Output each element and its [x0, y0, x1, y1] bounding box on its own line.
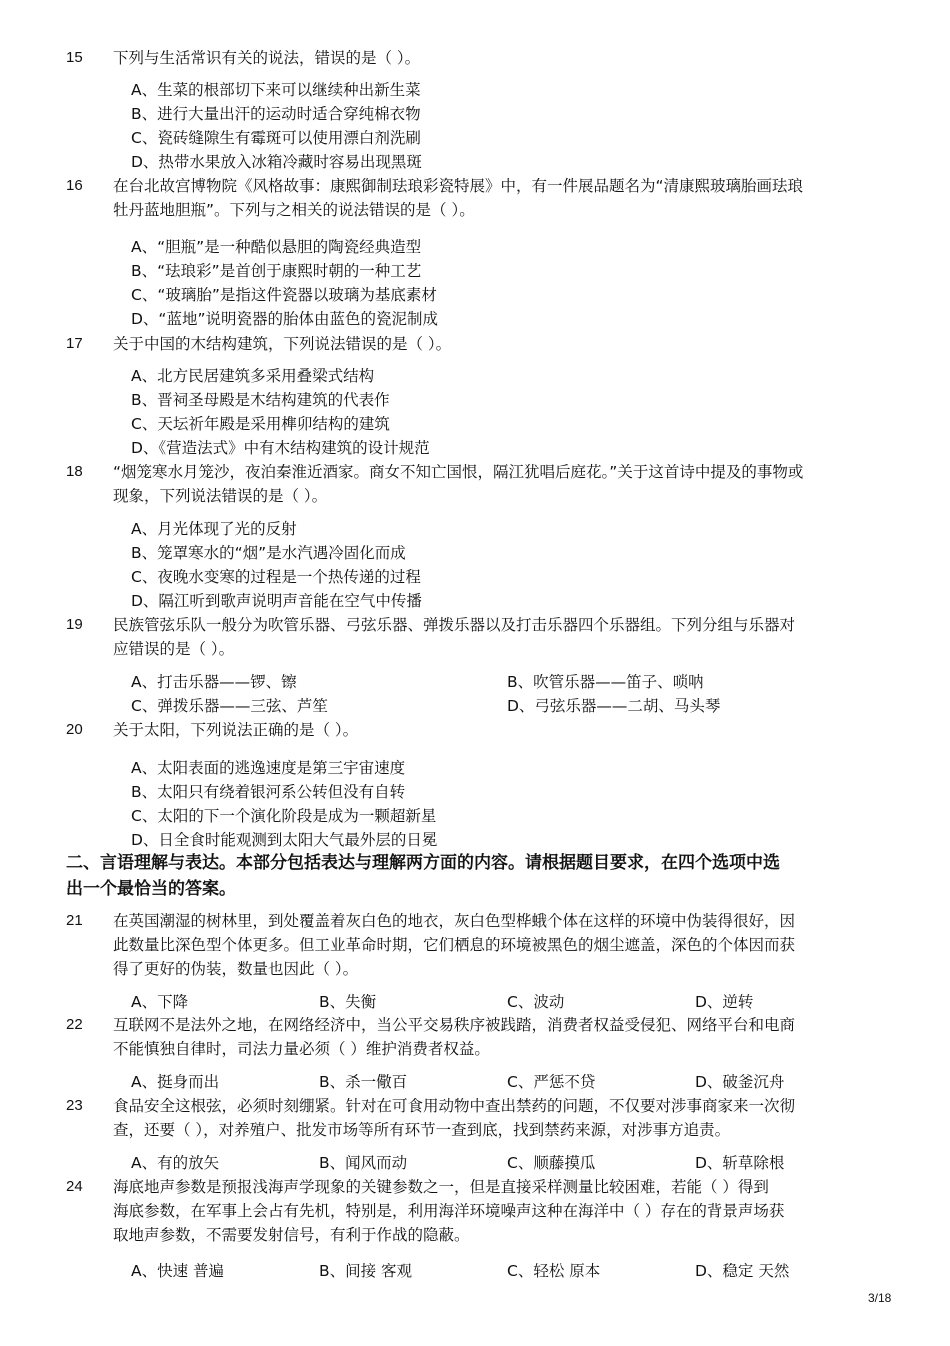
- option-a: A、太阳表面的逃逸速度是第三宇宙速度: [131, 759, 406, 777]
- option-a: A、月光体现了光的反射: [131, 520, 297, 538]
- options-list: [131, 517, 891, 613]
- option-b: B、进行大量出汗的运动时适合穿纯棉衣物: [131, 105, 421, 123]
- options-list: [131, 78, 891, 174]
- option-a: A、打击乐器——锣、镲: [131, 673, 297, 691]
- question-number: 19: [66, 616, 83, 633]
- page-number: 3/18: [868, 1291, 892, 1305]
- option-d: D、“蓝地”说明瓷器的胎体由蓝色的瓷泥制成: [131, 310, 438, 328]
- options-list: [131, 990, 891, 1014]
- option-d: D、隔江听到歌声说明声音能在空气中传播: [131, 592, 422, 610]
- option-a: A、挺身而出: [131, 1073, 220, 1091]
- options-list: [131, 235, 891, 331]
- options-list: [131, 1259, 891, 1283]
- question-stem: 关于太阳，下列说法正确的是（ ）。: [113, 721, 359, 739]
- option-a: A、下降: [131, 993, 189, 1011]
- option-c: C、天坛祈年殿是采用榫卯结构的建筑: [131, 415, 390, 433]
- section-heading: 二、言语理解与表达。本部分包括表达与理解两方面的内容。请根据题目要求，在四个选项中选 出一个最恰当的答案。: [66, 853, 780, 899]
- question-number: 17: [66, 335, 83, 352]
- option-b: B、失衡: [319, 993, 377, 1011]
- options-list: [131, 756, 891, 852]
- option-b: B、晋祠圣母殿是木结构建筑的代表作: [131, 391, 390, 409]
- question-stem: 在台北故宫博物院《风格故事：康熙御制珐琅彩瓷特展》中，有一件展品题名为“清康熙玻璃胎画珐琅 牡丹蓝地胆瓶”。下列与之相关的说法错误的是（ ）。: [113, 177, 804, 219]
- question-stem: “烟笼寒水月笼沙，夜泊秦淮近酒家。商女不知亡国恨，隔江犹唱后庭花。”关于这首诗中提及的事物或 现象，下列说法错误的是（ ）。: [113, 463, 804, 505]
- option-a: A、“胆瓶”是一种酷似悬胆的陶瓷经典造型: [131, 238, 422, 256]
- option-c: C、轻松 原本: [507, 1262, 601, 1280]
- option-a: A、快速 普遍: [131, 1262, 225, 1280]
- option-d: D、逆转: [695, 993, 754, 1011]
- question-stem: 下列与生活常识有关的说法，错误的是（ ）。: [113, 49, 421, 67]
- option-c: C、波动: [507, 993, 565, 1011]
- question-number: 23: [66, 1097, 83, 1114]
- option-d: D、《营造法式》中有木结构建筑的设计规范: [131, 439, 430, 457]
- question-number: 22: [66, 1016, 83, 1033]
- question-number: 21: [66, 912, 83, 929]
- option-b: B、吹管乐器——笛子、唢呐: [507, 673, 704, 691]
- option-a: A、有的放矢: [131, 1154, 220, 1172]
- option-d: D、热带水果放入冰箱冷藏时容易出现黑斑: [131, 153, 422, 171]
- question-number: 15: [66, 49, 83, 66]
- question-number: 16: [66, 177, 83, 194]
- option-c: C、严惩不贷: [507, 1073, 596, 1091]
- option-b: B、闻风而动: [319, 1154, 408, 1172]
- option-c: C、瓷砖缝隙生有霉斑可以使用漂白剂洗刷: [131, 129, 421, 147]
- option-d: D、稳定 天然: [695, 1262, 790, 1280]
- option-c: C、“玻璃胎”是指这件瓷器以玻璃为基底素材: [131, 286, 437, 304]
- options-list: [131, 1070, 891, 1094]
- option-d: D、斩草除根: [695, 1154, 785, 1172]
- option-a: A、北方民居建筑多采用叠梁式结构: [131, 367, 375, 385]
- option-c: C、顺藤摸瓜: [507, 1154, 596, 1172]
- option-d: D、弓弦乐器——二胡、马头琴: [507, 697, 721, 715]
- question-number: 20: [66, 721, 83, 738]
- option-a: A、生菜的根部切下来可以继续种出新生菜: [131, 81, 421, 99]
- option-c: C、夜晚水变寒的过程是一个热传递的过程: [131, 568, 421, 586]
- option-c: C、弹拨乐器——三弦、芦笙: [131, 697, 328, 715]
- question-stem: 关于中国的木结构建筑，下列说法错误的是（ ）。: [113, 335, 452, 353]
- option-d: D、日全食时能观测到太阳大气最外层的日冕: [131, 831, 438, 849]
- options-list: [131, 364, 891, 460]
- question-number: 18: [66, 463, 83, 480]
- question-stem: 食品安全这根弦，必须时刻绷紧。针对在可食用动物中查出禁药的问题，不仅要对涉事商家来一次彻 查，还要（ ），对养殖户、批发市场等所有环节一查到底，找到禁药来源，对涉事方追责。: [113, 1097, 796, 1139]
- option-b: B、杀一儆百: [319, 1073, 408, 1091]
- option-b: B、笼罩寒水的“烟”是水汽遇冷固化而成: [131, 544, 406, 562]
- options-list: [131, 1151, 891, 1175]
- option-b: B、“珐琅彩”是首创于康熙时朝的一种工艺: [131, 262, 422, 280]
- question-number: 24: [66, 1178, 83, 1195]
- option-d: D、破釜沉舟: [695, 1073, 785, 1091]
- question-stem: 互联网不是法外之地，在网络经济中，当公平交易秩序被践踏，消费者权益受侵犯、网络平台和电商 不能慎独自律时，司法力量必须（ ）维护消费者权益。: [113, 1016, 796, 1058]
- option-b: B、间接 客观: [319, 1262, 413, 1280]
- question-stem: 在英国潮湿的树林里，到处覆盖着灰白色的地衣，灰白色型桦蛾个体在这样的环境中伪装得很好，因 此数量比深色型个体更多。但工业革命时期，它们栖息的环境被黑色的烟尘遮盖，深色的个体因而获 得了更好的伪装，数量也因此（ ）。: [113, 912, 796, 978]
- option-c: C、太阳的下一个演化阶段是成为一颗超新星: [131, 807, 437, 825]
- question-stem: 海底地声参数是预报浅海声学现象的关键参数之一，但是直接采样测量比较困难，若能（ ）得到 海底参数，在军事上会占有先机，特别是，利用海洋环境噪声这种在海洋中（ ）存在的背景声场获 取地声参数，不需要发射信号，有利于作战的隐蔽。: [113, 1178, 785, 1244]
- options-list: [131, 670, 891, 718]
- question-stem: 民族管弦乐队一般分为吹管乐器、弓弦乐器、弹拨乐器以及打击乐器四个乐器组。下列分组与乐器对 应错误的是（ ）。: [113, 616, 796, 658]
- option-b: B、太阳只有绕着银河系公转但没有自转: [131, 783, 406, 801]
